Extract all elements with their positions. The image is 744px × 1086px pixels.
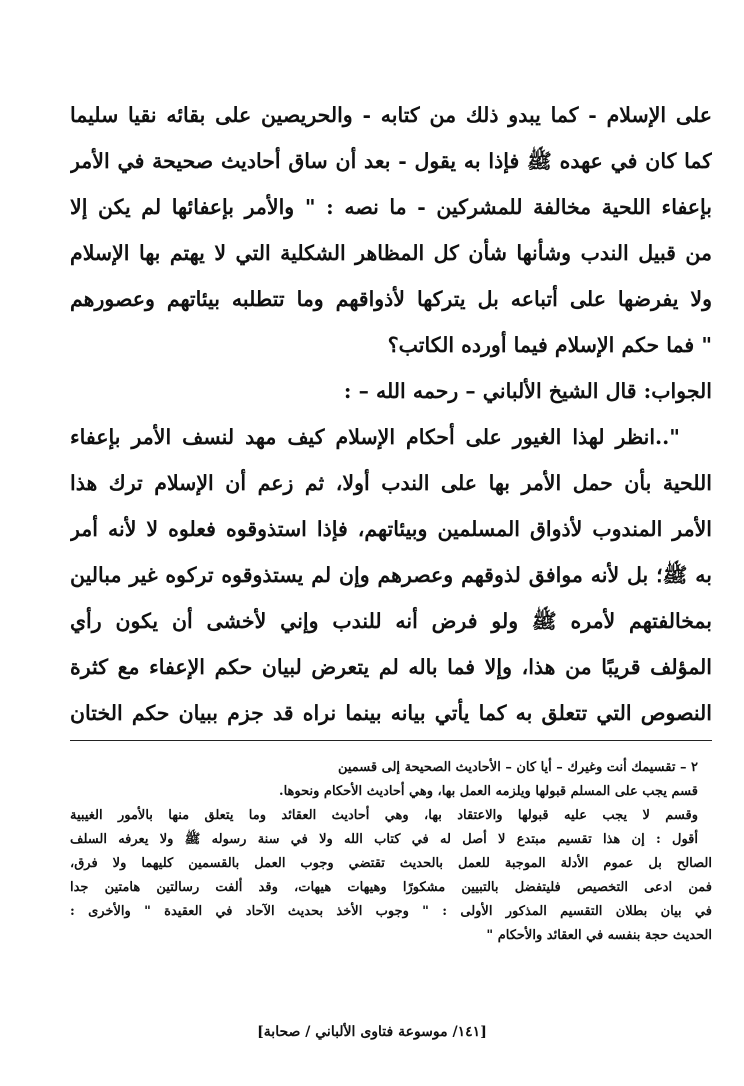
quote-line: الأمر المندوب لأذواق المسلمين وبيئاتهم، فإذا استذوقوه فعلوه لا لأنه أمر	[70, 517, 712, 541]
body-line: بإعفاء اللحية مخالفة للمشركين - ما نصه : " والأمر بإعفائها لم يكن إلا	[70, 195, 712, 219]
footnotes	[70, 756, 712, 948]
main-text	[70, 92, 712, 736]
body-line: ولا يفرضها على أتباعه بل يتركها لأذواقهم وما تتطلبه بيئاتهم وعصورهم	[70, 287, 712, 311]
footnote-line: قسم يجب على المسلم قبولها ويلزمه العمل بها، وهي أحاديث الأحكام ونحوها.	[279, 784, 698, 799]
body-line: كما كان في عهده ﷺ فإذا به يقول - بعد أن ساق أحاديث صحيحة في الأمر	[70, 149, 712, 173]
quote-line: به ﷺ؛ بل لأنه موافق لذوقهم وعصرهم وإن لم يستذوقوه تركوه غير مبالين	[70, 563, 712, 587]
quote-line: النصوص التي تتعلق به كما يأتي بيانه بينما نراه قد جزم ببيان حكم الختان	[70, 701, 712, 725]
footnote-line: ٢ – تقسيمك أنت وغيرك – أيا كان – الأحاديث الصحيحة إلى قسمين	[337, 760, 698, 775]
body-line: على الإسلام - كما يبدو ذلك من كتابه - والحريصين على بقائه نقيا سليما	[70, 103, 712, 127]
quote-line: "..انظر لهذا الغيور على أحكام الإسلام كيف مهد لنسف الأمر بإعفاء	[70, 425, 680, 449]
footnote-line: فمن ادعى التخصيص فليتفضل بالتبيين مشكورًا وهيهات هيهات، وقد ألفت رسالتين هامتين جدا	[70, 880, 712, 895]
footnote-line: في بيان بطلان التقسيم المذكور الأولى : " وجوب الأخذ بحديث الآحاد في العقيدة " والأخرى :	[70, 904, 712, 919]
quote-line: بمخالفتهم لأمره ﷺ ولو فرض أنه للندب وإني لأخشى أن يكون رأي	[70, 609, 712, 633]
body-line: " فما حكم الإسلام فيما أورده الكاتب؟	[387, 333, 712, 357]
footnote-line: الحديث حجة بنفسه في العقائد والأحكام "	[486, 928, 712, 943]
answer-line	[70, 368, 712, 414]
footnote-divider	[70, 740, 712, 741]
answer-text: قال الشيخ الألباني – رحمه الله – :	[343, 379, 644, 403]
body-line: من قبيل الندب وشأنها شأن كل المظاهر الشكلية التي لا يهتم بها الإسلام	[70, 241, 712, 265]
quote-line: اللحية بأن حمل الأمر بها على الندب أولا، ثم زعم أن الإسلام ترك هذا	[70, 471, 712, 495]
footnote-line: أقول : إن هذا تقسيم مبتدع لا أصل له في كتاب الله ولا في سنة رسوله ﷺ ولا يعرفه السلف	[70, 832, 698, 847]
quote-line: المؤلف قريبًا من هذا، وإلا فما باله لم يتعرض لبيان حكم الإعفاء مع كثرة	[70, 655, 712, 679]
answer-label: الجواب:	[643, 379, 712, 403]
footnote-line: وقسم لا يجب عليه قبولها والاعتقاد بها، وهي أحاديث العقائد وما يتعلق منها بالأمور الغيبية	[70, 808, 698, 823]
footnote-line: الصالح بل عموم الأدلة الموجبة للعمل بالحديث تقتضي وجوب العمل بالقسمين كليهما ولا فرق،	[70, 856, 712, 871]
page-footer: [١٤١/ موسوعة فتاوى الألباني / صحابة]	[257, 1024, 487, 1040]
